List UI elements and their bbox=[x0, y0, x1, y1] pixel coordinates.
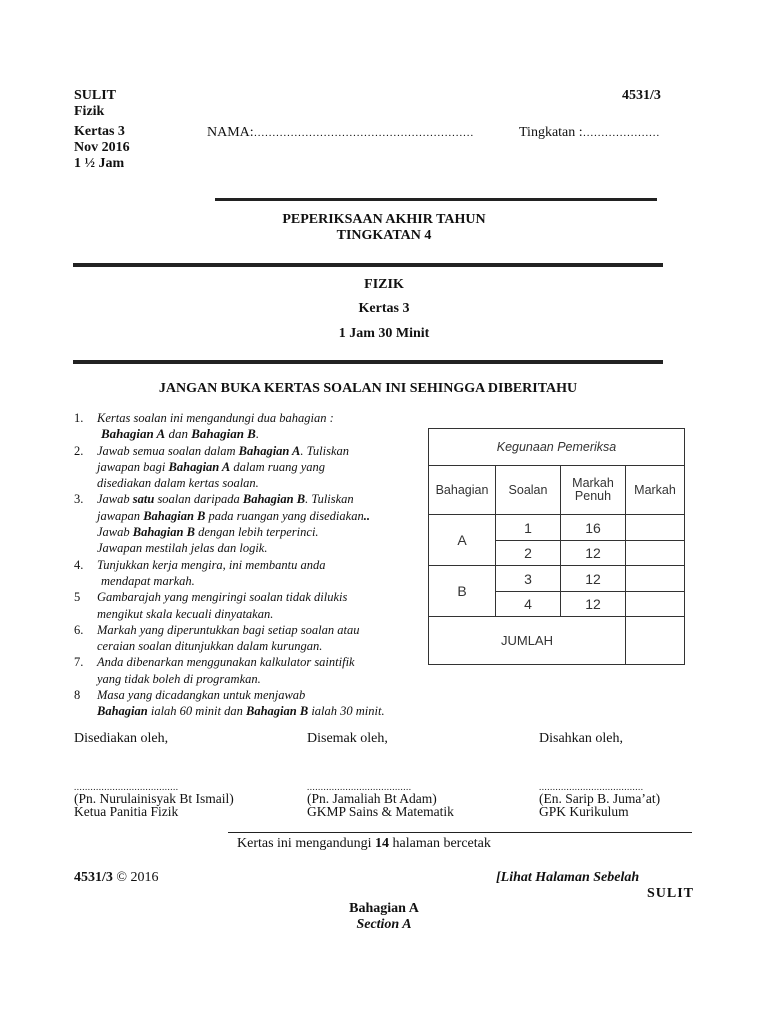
item-number: 4. bbox=[74, 557, 84, 572]
col-markah: Markah bbox=[626, 465, 685, 515]
bold-text: Bahagian B bbox=[191, 426, 256, 442]
list-item-cont bbox=[74, 524, 434, 540]
list-item bbox=[74, 491, 434, 507]
item-number: 3. bbox=[74, 492, 84, 507]
page-count bbox=[237, 836, 491, 852]
signature-line: ...................................... bbox=[539, 782, 644, 792]
markah-cell[interactable] bbox=[626, 591, 685, 616]
list-item-cont bbox=[74, 508, 434, 524]
bold-text: .. bbox=[363, 508, 370, 523]
item-text: Tunjukkan kerja mengira, ini membantu anda bbox=[97, 557, 326, 572]
penuh-cell: 12 bbox=[561, 566, 626, 591]
tingkatan-label: Tingkatan : bbox=[519, 125, 583, 140]
bold-text: Bahagian B bbox=[132, 525, 195, 540]
paper-code: 4531/3 bbox=[622, 88, 661, 103]
col-soalan: Soalan bbox=[496, 465, 561, 515]
bold-text: Bahagian B bbox=[143, 508, 206, 523]
list-item-cont: ceraian soalan ditunjukkan dalam kurungan. bbox=[97, 639, 323, 654]
list-item bbox=[74, 443, 434, 459]
text: Kertas ini mengandungi bbox=[237, 836, 376, 851]
text: jawapan bagi bbox=[97, 459, 169, 474]
text: ialah 30 minit. bbox=[308, 704, 385, 719]
penuh-cell: 12 bbox=[561, 591, 626, 616]
checker-name: (Pn. Jamaliah Bt Adam) bbox=[307, 791, 437, 806]
item-number: 5 bbox=[74, 590, 81, 605]
item-text: Anda dibenarkan menggunakan kalkulator saintifik bbox=[97, 655, 355, 670]
text: Jawab bbox=[97, 492, 133, 507]
signature-line: ...................................... bbox=[74, 782, 179, 792]
list-item bbox=[74, 687, 434, 703]
item-number: 6. bbox=[74, 622, 84, 637]
text: ialah 60 minit dan bbox=[147, 704, 246, 719]
exam-subject: FIZIK bbox=[364, 277, 404, 292]
exam-paper: Kertas 3 bbox=[358, 301, 410, 316]
list-item bbox=[74, 557, 434, 573]
soalan-cell: 2 bbox=[496, 540, 561, 565]
bold-text: Bahagian A bbox=[101, 426, 166, 442]
text: Jawab semua soalan dalam bbox=[97, 443, 239, 458]
tingkatan-field[interactable] bbox=[519, 125, 660, 141]
sulit-label: SULIT bbox=[74, 88, 117, 103]
col-bahagian: Bahagian bbox=[429, 465, 496, 515]
bold-text: 14 bbox=[375, 836, 390, 851]
item-number: 1. bbox=[74, 411, 84, 425]
list-item-cont bbox=[74, 703, 434, 719]
item-number: 2. bbox=[74, 443, 84, 458]
paper-label: Kertas 3 bbox=[74, 124, 125, 139]
checked-label: Disemak oleh, bbox=[307, 731, 388, 746]
instructions-list bbox=[74, 410, 434, 720]
list-item-cont: mendapat markah. bbox=[101, 573, 195, 588]
footer-code bbox=[74, 870, 159, 886]
total-row bbox=[429, 617, 685, 665]
text: jawapan bbox=[97, 508, 144, 523]
list-item-cont bbox=[74, 459, 434, 475]
subject-label: Fizik bbox=[74, 104, 105, 119]
item-number: 7. bbox=[74, 655, 84, 670]
soalan-cell: 1 bbox=[496, 515, 561, 540]
divider bbox=[73, 263, 663, 267]
text: dengan lebih terperinci. bbox=[194, 525, 319, 540]
next-page-note: [Lihat Halaman Sebelah bbox=[496, 870, 640, 885]
footer-sulit: SULIT bbox=[647, 886, 695, 901]
item-text bbox=[97, 443, 434, 459]
approver-title: GPK Kurikulum bbox=[539, 804, 629, 819]
table-title: Kegunaan Pemeriksa bbox=[429, 429, 685, 466]
bold-text: Bahagian A bbox=[168, 459, 231, 474]
section-cell: B bbox=[429, 566, 496, 617]
list-item bbox=[74, 410, 434, 426]
table-header-row bbox=[429, 465, 685, 515]
preparer-title: Ketua Panitia Fizik bbox=[74, 804, 179, 819]
divider bbox=[215, 198, 657, 201]
text: Jawab bbox=[97, 525, 133, 540]
list-item-cont: disediakan dalam kertas soalan. bbox=[97, 476, 259, 491]
penuh-cell: 16 bbox=[561, 515, 626, 540]
exam-title-1: PEPERIKSAAN AKHIR TAHUN bbox=[282, 212, 486, 227]
checker-title: GKMP Sains & Matematik bbox=[307, 804, 454, 819]
item-text: Markah yang diperuntukkan bagi setiap soalan atau bbox=[97, 622, 360, 637]
text: . bbox=[255, 426, 260, 442]
warning-text: JANGAN BUKA KERTAS SOALAN INI SEHINGGA DIBERITAHU bbox=[158, 381, 578, 396]
text: dan bbox=[165, 426, 192, 442]
markah-cell[interactable] bbox=[626, 515, 685, 540]
item-text: Masa yang dicadangkan untuk menjawab bbox=[97, 688, 306, 703]
text: Markah bbox=[572, 476, 614, 491]
soalan-cell: 4 bbox=[496, 591, 561, 616]
bold-text: 4531/3 bbox=[74, 870, 113, 885]
approver-name: (En. Sarip B. Juma’at) bbox=[539, 791, 661, 806]
list-item-cont: mengikut skala kecuali dinyatakan. bbox=[97, 606, 274, 621]
text: . Tuliskan bbox=[300, 443, 350, 458]
list-item bbox=[74, 589, 434, 605]
bold-text: Bahagian B bbox=[242, 492, 306, 507]
bold-text: Bahagian B bbox=[246, 704, 309, 719]
exam-title-2: TINGKATAN 4 bbox=[336, 228, 432, 243]
list-item bbox=[74, 622, 434, 638]
divider bbox=[73, 360, 663, 364]
text: . Tuliskan bbox=[305, 492, 354, 507]
text: dalam ruang yang bbox=[230, 459, 326, 474]
copyright-text: © 2016 bbox=[112, 870, 159, 885]
text: halaman bercetak bbox=[389, 836, 491, 851]
tingkatan-dots: ………………… bbox=[582, 127, 660, 139]
list-item-cont: Jawapan mestilah jelas dan logik. bbox=[97, 541, 268, 556]
divider bbox=[228, 832, 692, 833]
table-row bbox=[429, 515, 685, 540]
date-label: Nov 2016 bbox=[74, 140, 130, 155]
signature-line: ...................................... bbox=[307, 782, 412, 792]
examiner-table bbox=[428, 428, 685, 665]
exam-time: 1 Jam 30 Minit bbox=[338, 326, 430, 341]
total-label: JUMLAH bbox=[429, 617, 626, 665]
table-row bbox=[429, 566, 685, 591]
col-markah-penuh bbox=[561, 465, 626, 515]
item-text: Gambarajah yang mengiringi soalan tidak dilukis bbox=[97, 590, 348, 605]
markah-cell[interactable] bbox=[626, 540, 685, 565]
preparer-name: (Pn. Nurulainisyak Bt Ismail) bbox=[74, 791, 234, 806]
list-item bbox=[74, 654, 434, 670]
name-field[interactable] bbox=[207, 125, 474, 141]
section-heading: Bahagian A bbox=[349, 901, 419, 916]
text: Penuh bbox=[574, 489, 612, 504]
markah-cell[interactable] bbox=[626, 566, 685, 591]
bold-text: Bahagian A bbox=[238, 443, 301, 458]
soalan-cell: 3 bbox=[496, 566, 561, 591]
item-text bbox=[97, 491, 434, 507]
duration-label: 1 ½ Jam bbox=[74, 156, 125, 171]
list-item-cont: yang tidak boleh di programkan. bbox=[97, 671, 261, 686]
list-item-cont bbox=[74, 426, 434, 442]
prepared-label: Disediakan oleh, bbox=[74, 731, 169, 746]
bold-text: satu bbox=[132, 492, 155, 507]
section-cell: A bbox=[429, 515, 496, 566]
item-text: Kertas soalan ini mengandungi dua bahagian : bbox=[97, 411, 334, 425]
text: soalan daripada bbox=[154, 492, 243, 507]
penuh-cell: 12 bbox=[561, 540, 626, 565]
total-cell[interactable] bbox=[626, 617, 685, 665]
name-label: NAMA: bbox=[207, 125, 254, 140]
approved-label: Disahkan oleh, bbox=[539, 731, 623, 746]
text: pada ruangan yang disediakan bbox=[205, 508, 364, 523]
name-dots: …………………………………………………… bbox=[253, 127, 474, 139]
bold-text: Bahagian bbox=[97, 704, 148, 719]
item-number: 8 bbox=[74, 688, 81, 703]
section-heading-en: Section A bbox=[356, 917, 412, 932]
